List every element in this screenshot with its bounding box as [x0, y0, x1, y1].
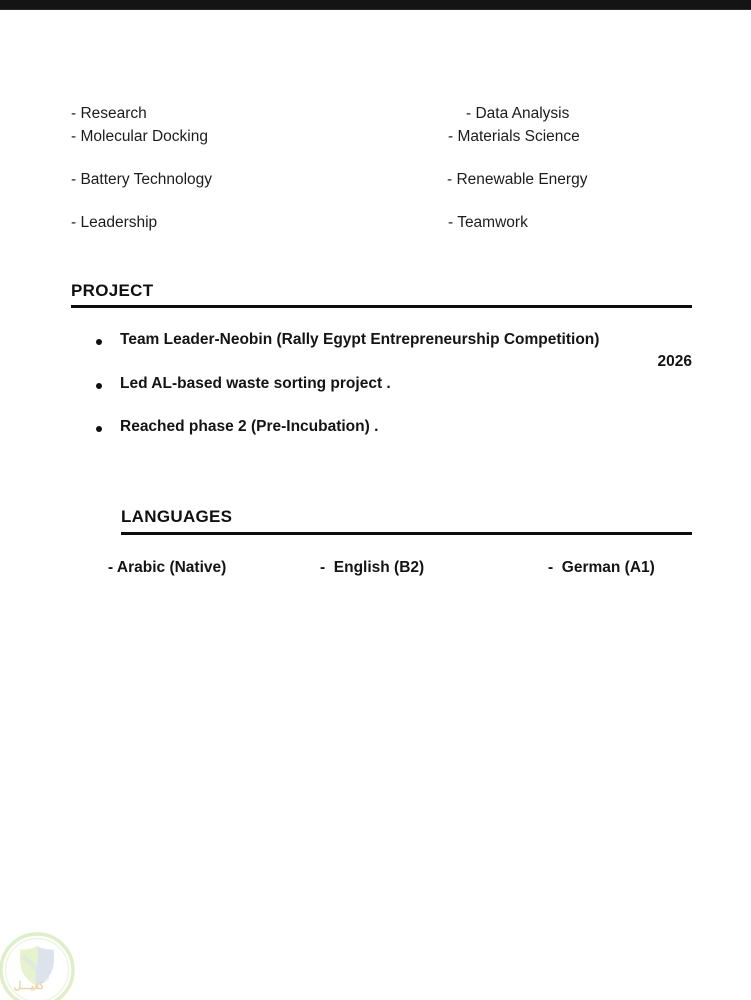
project-heading: PROJECT — [71, 281, 154, 300]
page-top-bar — [0, 0, 751, 10]
language-item: - German (A1) — [548, 559, 655, 576]
project-bullet: Team Leader-Neobin (Rally Egypt Entrepreneurship Competition) — [120, 331, 600, 348]
bullet-icon — [96, 426, 102, 432]
skill-item: - Data Analysis — [466, 105, 570, 122]
watermark-arabic-text: كفيـــل — [13, 980, 45, 992]
languages-heading: LANGUAGES — [121, 507, 233, 526]
project-bullet: Reached phase 2 (Pre-Incubation) . — [120, 418, 379, 435]
skill-item: - Leadership — [71, 214, 158, 231]
language-item: - English (B2) — [320, 559, 425, 576]
skill-item: - Materials Science — [448, 128, 580, 145]
skill-item: - Molecular Docking — [71, 128, 208, 145]
project-heading-divider — [71, 305, 692, 308]
skill-item: - Battery Technology — [71, 171, 213, 188]
kafeel-watermark-logo — [0, 928, 90, 1000]
skill-item: - Renewable Energy — [447, 171, 588, 188]
project-bullet: Led AL-based waste sorting project . — [120, 375, 391, 392]
skill-item: - Teamwork — [448, 214, 528, 231]
languages-heading-divider — [121, 532, 692, 535]
bullet-icon — [96, 383, 102, 389]
project-year: 2026 — [657, 353, 692, 370]
language-item: - Arabic (Native) — [108, 559, 227, 576]
bullet-icon — [96, 339, 102, 345]
skill-item: - Research — [71, 105, 147, 122]
